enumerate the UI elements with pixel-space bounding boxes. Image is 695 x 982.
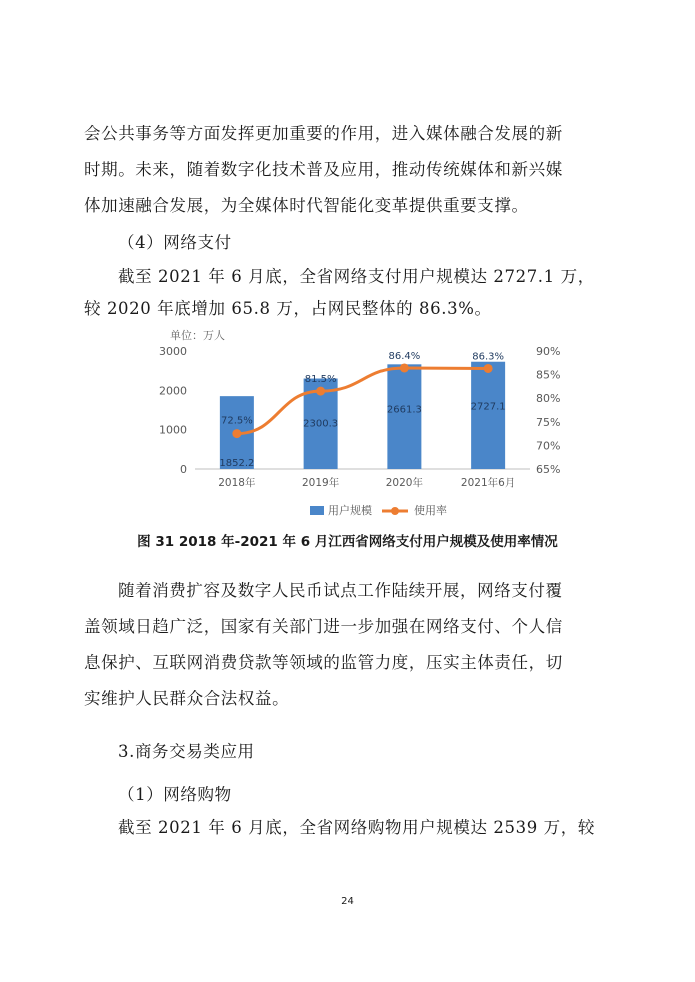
section-heading: 3.商务交易类应用 [118,742,255,761]
y-left-tick-label: 2000 [159,384,187,398]
line-data-label: 81.5% [304,374,337,386]
y-left-tick-label: 0 [180,463,187,476]
x-tick-label: 2020年 [385,477,423,489]
y-right-tick-label: 75% [536,415,561,429]
legend-bar-label: 用户规模 [328,504,372,517]
figure-caption: 图 31 2018 年-2021 年 6 月江西省网络支付用户规模及使用率情况 [137,534,558,550]
chart-legend [310,503,447,517]
bar-user-scale [471,362,505,469]
paragraph-line: 较 2020 年底增加 65.8 万，占网民整体的 86.3%。 [84,299,492,318]
paragraph-line: 实维护人民群众合法权益。 [84,689,290,708]
legend-line-marker [391,507,399,515]
usage-rate-point [232,429,241,438]
y-right-tick-label: 70% [536,439,561,453]
y-right-tick-label: 85% [536,368,561,382]
line-data-label: 86.3% [472,351,505,363]
usage-rate-point [400,363,409,372]
paragraph-line: 截至 2021 年 6 月底，全省网络支付用户规模达 2727.1 万， [118,267,595,286]
paragraph-line: 体加速融合发展，为全媒体时代智能化变革提供重要支撑。 [84,196,529,215]
legend-line-label: 使用率 [414,504,447,517]
paragraph-line: 随着消费扩容及数字人民币试点工作陆续开展，网络支付覆 [118,581,563,600]
y-right-tick-label: 65% [536,463,561,476]
paragraph-line: 盖领域日趋广泛，国家有关部门进一步加强在网络支付、个人信 [84,617,563,636]
paragraph-line: 时期。未来，随着数字化技术普及应用，推动传统媒体和新兴媒 [84,160,563,179]
y-left-tick-label: 3000 [159,345,187,358]
paragraph-line: 截至 2021 年 6 月底，全省网络购物用户规模达 2539 万，较 [118,818,595,837]
x-tick-label: 2021年6月 [460,477,516,489]
line-data-label: 86.4% [388,350,421,362]
legend-bar-swatch [310,506,324,515]
paragraph-line: 会公共事务等方面发挥更加重要的作用，进入媒体融合发展的新 [84,124,563,143]
y-right-tick-label: 80% [536,392,561,406]
y-left-tick-label: 1000 [159,423,187,437]
payment-users-chart [150,325,580,525]
y-right-tick-label: 90% [536,345,561,358]
bar-data-label: 2727.1 [470,401,506,413]
bar-data-label: 2661.3 [386,404,422,416]
bar-user-scale [387,364,421,469]
bar-data-label: 1852.2 [219,458,255,470]
page-number: 24 [341,896,354,907]
unit-label: 单位：万人 [170,329,225,342]
subsection-heading: （1）网络购物 [118,785,232,804]
x-tick-label: 2019年 [302,477,340,489]
x-tick-label: 2018年 [218,477,256,489]
usage-rate-point [316,387,325,396]
usage-rate-line [237,368,488,434]
paragraph-line: 息保护、互联网消费贷款等领域的监管力度，压实主体责任，切 [84,653,563,672]
bar-data-label: 2300.3 [303,418,339,430]
usage-rate-point [484,364,493,373]
line-data-label: 72.5% [220,415,253,427]
section-heading: （4）网络支付 [118,233,232,252]
